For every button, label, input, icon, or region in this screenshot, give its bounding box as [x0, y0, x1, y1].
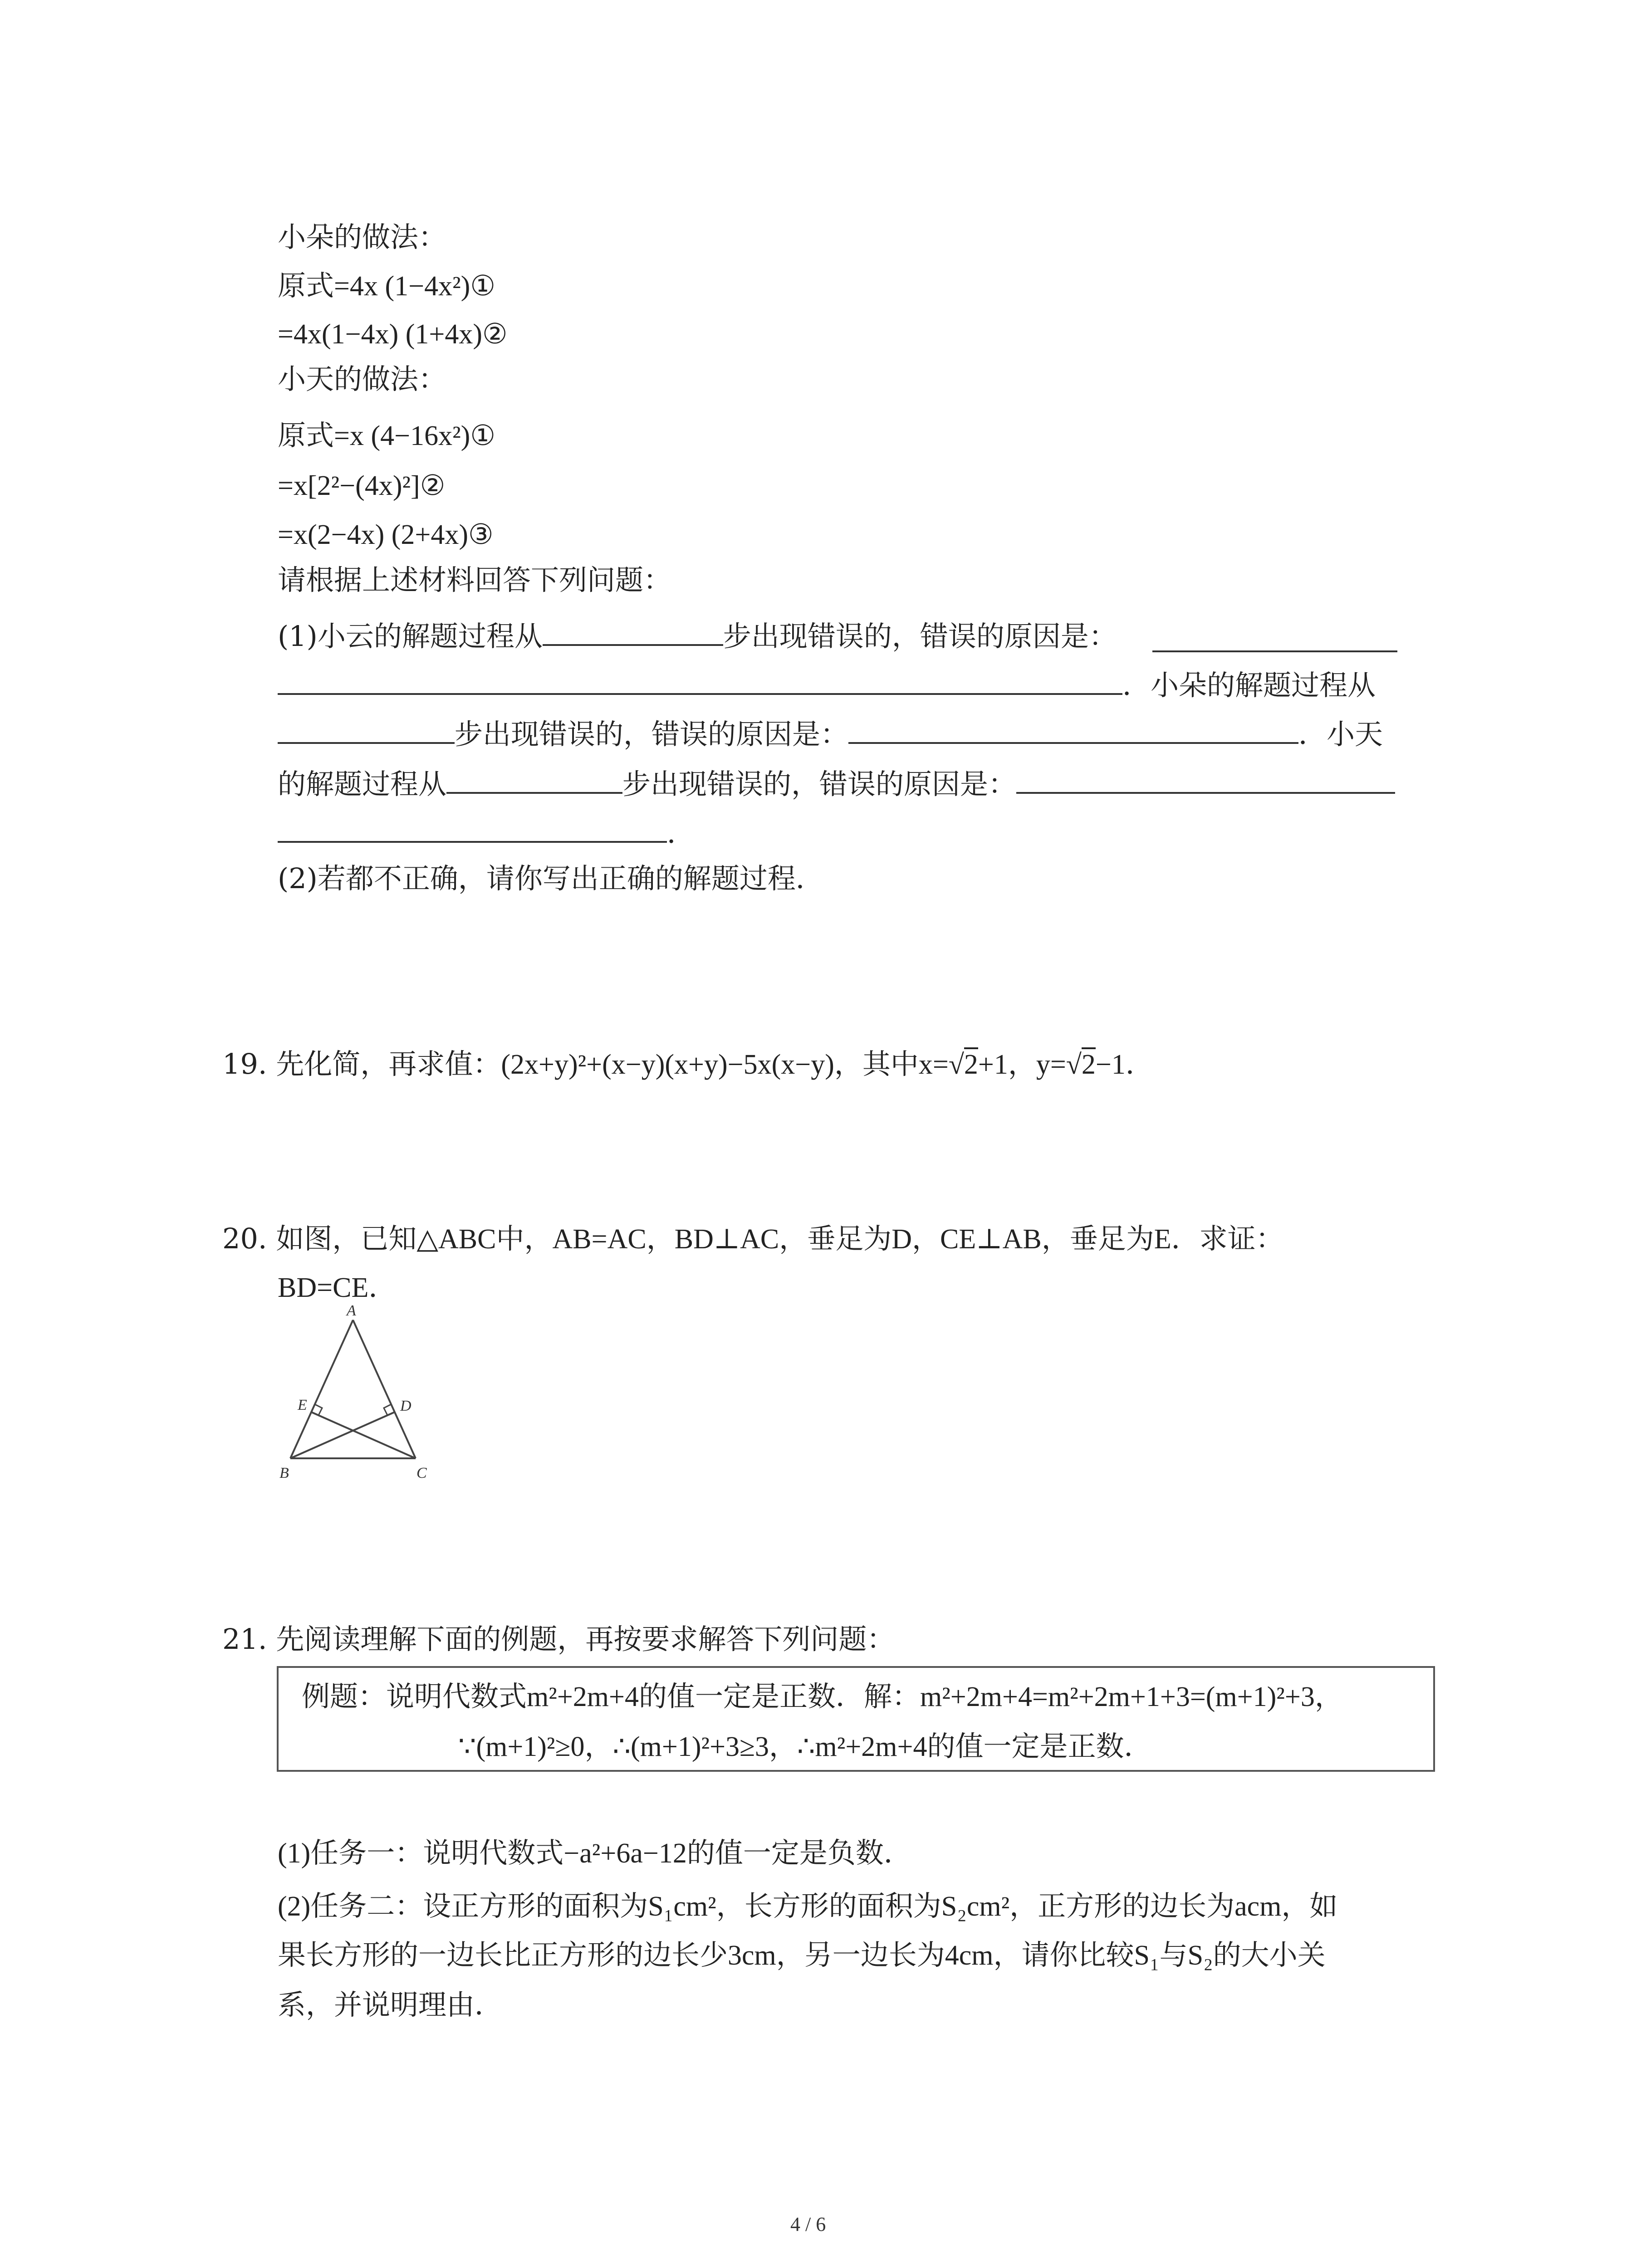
q18-part1-line2	[278, 667, 1376, 702]
sqrt-radicand: 2	[1082, 1047, 1096, 1080]
q19	[222, 1047, 1154, 1080]
xiaotian-heading: 小天的做法：	[278, 362, 447, 396]
sqrt-sign: √	[948, 1049, 964, 1080]
answer-blank[interactable]	[848, 716, 1298, 744]
xiaotian-step2: =x[2²−(4x)²]②	[278, 470, 446, 501]
answer-blank[interactable]	[278, 716, 455, 744]
q18-part1-line5	[278, 815, 696, 850]
q20-line2: BD=CE．	[278, 1272, 397, 1303]
label-a: A	[347, 1302, 356, 1319]
q18-text: 步出现错误的，错误的原因是：	[455, 718, 849, 751]
q18-text: (1)小云的解题过程从	[278, 620, 543, 653]
sqrt-radicand: 2	[964, 1047, 978, 1080]
q18-part1-line1	[278, 618, 1117, 653]
task2-line1: (2)任务二：设正方形的面积为S₁cm²，长方形的面积为S₂cm²，正方形的边长为acm，如	[278, 1891, 1338, 1922]
question-number: 21.	[222, 1623, 267, 1656]
q18-prompt: 请根据上述材料回答下列问题：	[278, 563, 672, 596]
example-line1: 例题：说明代数式m²+2m+4的值一定是正数．解：m²+2m+4=m²+2m+1+3=(m+1)²+3，	[302, 1681, 1343, 1712]
q18-part1-line3	[278, 716, 1383, 751]
task2-line3: 系，并说明理由．	[278, 1990, 503, 2021]
q19-text: +1，y=	[978, 1049, 1066, 1080]
label-b: B	[279, 1465, 289, 1481]
q20-text: 如图，已知△ABC中，AB=AC，BD⊥AC，垂足为D，CE⊥AB，垂足为E．求证：	[276, 1224, 1284, 1255]
segment-bd	[290, 1412, 395, 1458]
task1: (1)任务一：说明代数式−a²+6a−12的值一定是负数．	[278, 1838, 912, 1869]
q21-intro-text: 先阅读理解下面的例题，再按要求解答下列问题：	[276, 1623, 895, 1656]
triangle-figure	[268, 1302, 449, 1483]
page-number: 4 / 6	[790, 2213, 826, 2235]
answer-blank[interactable]	[446, 766, 622, 794]
label-e: E	[298, 1397, 307, 1413]
xiaotian-step1: 原式=x (4−16x²)①	[278, 420, 495, 451]
q20-line1	[222, 1222, 1284, 1255]
q18-text: 步出现错误的，错误的原因是：	[723, 620, 1117, 653]
side-ac	[353, 1320, 416, 1458]
question-number: 20.	[222, 1222, 267, 1255]
task2-line2: 果长方形的一边长比正方形的边长少3cm，另一边长为4cm，请你比较S₁与S₂的大小关	[278, 1940, 1326, 1971]
q18-text: 的解题过程从	[278, 767, 447, 801]
example-line2: ∵(m+1)²≥0，∴(m+1)²+3≥3，∴m²+2m+4的值一定是正数．	[458, 1731, 1152, 1762]
xiaoduo-heading: 小朵的做法：	[278, 220, 447, 254]
label-c: C	[416, 1465, 427, 1481]
answer-blank[interactable]	[278, 815, 667, 843]
q18-part2: (2)若都不正确，请你写出正确的解题过程．	[278, 862, 824, 895]
answer-blank[interactable]	[278, 667, 1122, 695]
sqrt-sign: √	[1066, 1049, 1082, 1080]
q18-part1-line4	[278, 766, 1395, 801]
question-number: 19.	[222, 1047, 267, 1080]
q18-text: 步出现错误的，错误的原因是：	[622, 767, 1017, 801]
q18-text: ．小天	[1298, 718, 1383, 751]
q18-text: ．小朵的解题过程从	[1122, 669, 1376, 702]
segment-ce	[311, 1412, 416, 1458]
side-ab	[290, 1320, 353, 1458]
q18-text: ．	[667, 816, 696, 850]
label-d: D	[400, 1398, 411, 1414]
q19-text: −1．	[1095, 1049, 1154, 1080]
q21-intro	[222, 1623, 895, 1656]
answer-blank[interactable]	[1152, 624, 1397, 652]
xiaoduo-step2: =4x(1−4x) (1+4x)②	[278, 319, 508, 350]
q19-text: 先化简，再求值：(2x+y)²+(x−y)(x+y)−5x(x−y)，其中x=	[276, 1049, 949, 1080]
answer-blank[interactable]	[1016, 766, 1395, 794]
answer-blank[interactable]	[543, 618, 723, 646]
xiaotian-step3: =x(2−4x) (2+4x)③	[278, 519, 494, 550]
xiaoduo-step1: 原式=4x (1−4x²)①	[278, 271, 495, 302]
